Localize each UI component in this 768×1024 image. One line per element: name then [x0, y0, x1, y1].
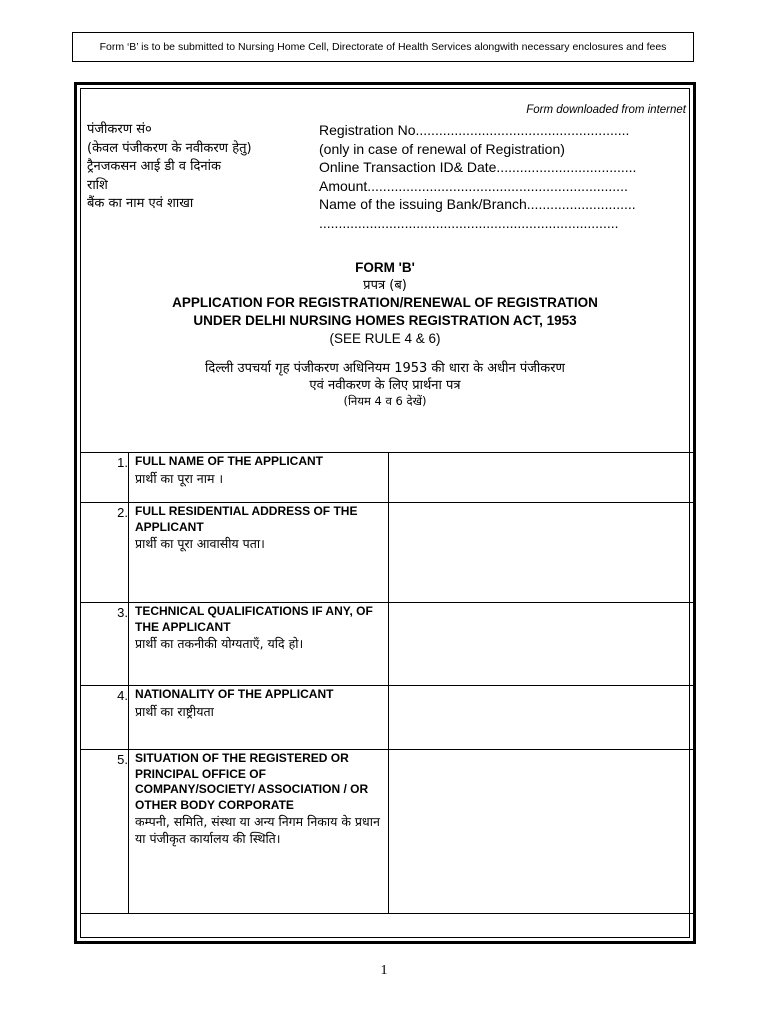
table-row	[81, 502, 695, 602]
header-hindi-line: (केवल पंजीकरण के नवीकरण हेतु)	[87, 140, 252, 156]
row-label-hindi: प्रार्थी का राष्ट्रीयता	[135, 703, 214, 719]
registration-no-field[interactable]: Registration No.......................................................	[319, 122, 630, 138]
office-situation-answer-field[interactable]	[389, 750, 695, 913]
amount-field[interactable]: Amount...................................................................	[319, 177, 628, 194]
table-bottom-rule	[81, 913, 695, 914]
row-label-english: TECHNICAL QUALIFICATIONS IF ANY, OF THE APPLICANT	[135, 604, 373, 634]
downloaded-note: Form downloaded from internet	[526, 104, 686, 116]
header-english-fields	[319, 121, 636, 232]
row-number: 1.	[117, 455, 128, 470]
bank-branch-field[interactable]: Name of the issuing Bank/Branch............................	[319, 196, 636, 212]
table-row	[81, 452, 695, 502]
application-title-line1: APPLICATION FOR REGISTRATION/RENEWAL OF REGISTRATION	[172, 295, 598, 310]
form-title: FORM 'B'	[355, 260, 415, 275]
row-number: 3.	[117, 605, 128, 620]
row-label-english: SITUATION OF THE REGISTERED OR PRINCIPAL OFFICE OF COMPANY/SOCIETY/ ASSOCIATION / OR OTHER BODY CORPORATE	[135, 751, 369, 812]
technical-qualifications-answer-field[interactable]	[389, 603, 695, 685]
header-hindi-line: ट्रैनजकसन आई डी व दिनांक	[87, 159, 221, 174]
row-number: 5.	[117, 752, 128, 767]
applicant-name-answer-field[interactable]	[389, 453, 695, 502]
transaction-id-field[interactable]: Online Transaction ID& Date....................................	[319, 159, 637, 175]
bank-branch-field-continued[interactable]: .............................................................................	[319, 214, 619, 231]
row-number: 4.	[117, 688, 128, 703]
table-row	[81, 685, 695, 749]
hindi-rule-reference: (नियम 4 व 6 देखें)	[343, 394, 427, 408]
row-label-english: FULL RESIDENTIAL ADDRESS OF THE APPLICANT	[135, 504, 358, 534]
row-label	[128, 603, 389, 685]
form-title-block	[81, 259, 689, 409]
row-number: 2.	[117, 505, 128, 520]
hindi-title-line1: दिल्ली उपचर्या गृह पंजीकरण अधिनियम 1953 की धारा के अधीन पंजीकरण	[205, 361, 565, 376]
row-label	[128, 750, 389, 913]
row-label	[128, 453, 389, 502]
submission-notice: Form ‘B’ is to be submitted to Nursing Home Cell, Directorate of Health Services alongwith necessary enclosures and fees	[72, 32, 694, 62]
table-row	[81, 749, 695, 913]
application-table	[81, 452, 695, 914]
header-hindi-line: बैंक का नाम एवं शाखा	[87, 196, 194, 211]
residential-address-answer-field[interactable]	[389, 503, 695, 602]
row-label-english: FULL NAME OF THE APPLICANT	[135, 454, 323, 468]
row-label-hindi: प्रार्थी का पूरा आवासीय पता।	[135, 536, 265, 551]
application-title-line2: UNDER DELHI NURSING HOMES REGISTRATION ACT, 1953	[193, 313, 577, 328]
row-label-hindi: कम्पनी, समिति, संस्था या अन्य निगम निकाय के प्रधान या पंजीकृत कार्यालय की स्थिति।	[135, 814, 380, 846]
row-label-hindi: प्रार्थी का पूरा नाम ।	[135, 470, 224, 486]
header-hindi-line: पंजीकरण सं०	[87, 122, 152, 137]
row-label	[128, 686, 389, 749]
form-frame	[74, 82, 696, 944]
hindi-title-line2: एवं नवीकरण के लिए प्रार्थना पत्र	[309, 378, 461, 393]
nationality-answer-field[interactable]	[389, 686, 695, 749]
form-title-hindi: प्रपत्र (ब)	[363, 278, 407, 293]
renewal-note: (only in case of renewal of Registration)	[319, 140, 565, 157]
page-number: 1	[380, 963, 388, 978]
form-inner-border	[80, 88, 690, 938]
header-hindi-labels	[87, 121, 252, 214]
rule-reference: (SEE RULE 4 & 6)	[329, 331, 441, 346]
row-label-english: NATIONALITY OF THE APPLICANT	[135, 687, 334, 701]
table-row	[81, 602, 695, 685]
row-label-hindi: प्रार्थी का तकनीकी योग्यताएँ, यदि हो।	[135, 636, 304, 651]
header-hindi-line: राशि	[87, 177, 108, 193]
row-label	[128, 503, 389, 602]
